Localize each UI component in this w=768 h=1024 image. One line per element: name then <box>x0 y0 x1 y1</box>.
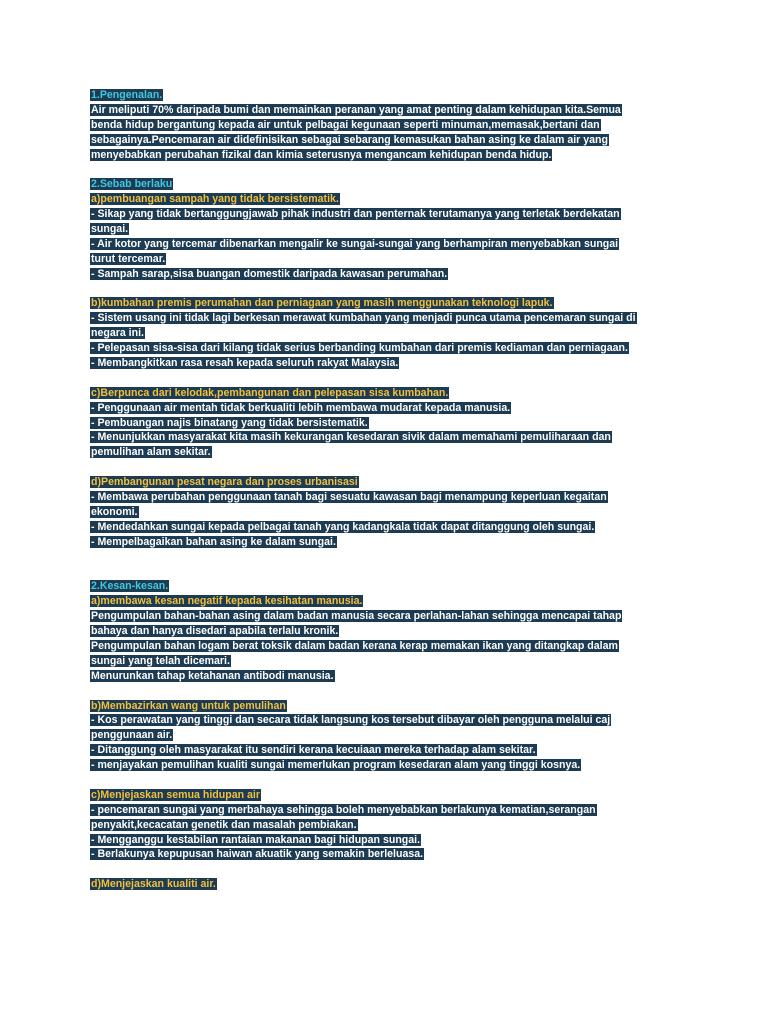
spacer <box>90 162 680 177</box>
body-text-line <box>90 148 680 163</box>
body-text: - Penggunaan air mentah tidak berkualiti lebih membawa mudarat kepada manusia. <box>91 401 511 414</box>
body-text: Pengumpulan bahan-bahan asing dalam badan manusia secara perlahan-lahan sehingga mencapai tahap <box>91 610 622 623</box>
subheading: a)pembuangan sampah yang tidak bersistematik. <box>91 193 339 206</box>
body-text-line <box>90 847 680 862</box>
body-text: pemulihan alam sekitar. <box>91 446 211 459</box>
body-text: - menjayakan pemulihan kualiti sungai memerlukan program kesedaran alam yang tinggi kosnya. <box>91 759 581 772</box>
body-text-line <box>90 803 680 818</box>
spacer <box>90 550 680 580</box>
body-text-line <box>90 401 680 416</box>
subheading-line <box>90 386 680 401</box>
body-text: ekonomi. <box>91 505 138 518</box>
spacer <box>90 371 680 386</box>
body-text-line <box>90 505 680 520</box>
body-text: negara ini. <box>91 327 144 340</box>
section-heading-line <box>90 88 680 103</box>
body-text: benda hidup bergantung kepada air untuk pelbagai kegunaan seperti minuman,memasak,bertani dan <box>91 118 600 131</box>
section-heading: 2.Kesan-kesan. <box>91 580 169 593</box>
body-text: Air meliputi 70% daripada bumi dan memainkan peranan yang amat penting dalam kehidupan kita.Semua <box>91 103 621 116</box>
spacer <box>90 282 680 297</box>
subheading-line <box>90 594 680 609</box>
body-text-line <box>90 222 680 237</box>
body-text-line <box>90 713 680 728</box>
subheading-line <box>90 877 680 892</box>
body-text: - Membangkitkan rasa resah kepada seluruh rakyat Malaysia. <box>91 357 399 370</box>
body-text: - pencemaran sungai yang merbahaya sehingga boleh menyebabkan berlakunya kematian,serangan <box>91 803 596 816</box>
body-text: turut tercemar. <box>91 252 166 265</box>
body-text-line <box>90 654 680 669</box>
body-text: penggunaan air. <box>91 729 173 742</box>
section-heading-line <box>90 177 680 192</box>
subheading: c)Berpunca dari kelodak,pembangunan dan pelepasan sisa kumbahan. <box>91 386 449 399</box>
body-text-line <box>90 326 680 341</box>
body-text-line <box>90 669 680 684</box>
body-text: menyebabkan perubahan fizikal dan kimia seterusnya mengancam kehidupan benda hidup. <box>91 148 552 161</box>
subheading-line <box>90 788 680 803</box>
subheading-line <box>90 192 680 207</box>
body-text: - Pelepasan sisa-sisa dari kilang tidak serius berbanding kumbahan dari premis kediaman dan perniagaan. <box>91 342 628 355</box>
spacer <box>90 773 680 788</box>
body-text: sungai. <box>91 223 129 236</box>
body-text-line <box>90 341 680 356</box>
body-text: - Kos perawatan yang tinggi dan secara tidak langsung kos tersebut dibayar oleh pengguna melalui caj <box>91 714 611 727</box>
body-text: - Membawa perubahan penggunaan tanah bagi sesuatu kawasan bagi menampung keperluan kegaitan <box>91 491 607 504</box>
body-text: sungai yang telah dicemari. <box>91 654 230 667</box>
body-text-line <box>90 267 680 282</box>
subheading-line <box>90 475 680 490</box>
body-text-line <box>90 833 680 848</box>
subheading: d)Menjejaskan kualiti air. <box>91 878 216 891</box>
body-text-line <box>90 103 680 118</box>
body-text: sebagainya.Pencemaran air didefinisikan sebagai sebarang kemasukan bahan asing ke dalam air yang <box>91 133 608 146</box>
spacer <box>90 460 680 475</box>
body-text: - Air kotor yang tercemar dibenarkan mengalir ke sungai-sungai yang berhampiran menyebabkan sungai <box>91 237 619 250</box>
body-text-line <box>90 535 680 550</box>
section-heading: 1.Pengenalan. <box>91 89 163 101</box>
body-text-line <box>90 639 680 654</box>
spacer <box>90 862 680 877</box>
body-text: Menurunkan tahap ketahanan antibodi manusia. <box>91 669 334 682</box>
body-text-line <box>90 490 680 505</box>
section-heading: 2.Sebab berlaku <box>91 178 173 191</box>
subheading-line <box>90 296 680 311</box>
body-text-line <box>90 356 680 371</box>
document-body <box>90 88 680 892</box>
body-text: Pengumpulan bahan logam berat toksik dalam badan kerana kerap memakan ikan yang ditangkap dalam <box>91 639 618 652</box>
body-text-line <box>90 237 680 252</box>
body-text-line <box>90 743 680 758</box>
subheading: b)Membazirkan wang untuk pemulihan <box>91 699 286 712</box>
subheading: d)Pembangunan pesat negara dan proses urbanisasi <box>91 476 358 489</box>
body-text-line <box>90 624 680 639</box>
body-text: - Sikap yang tidak bertanggungjawab pihak industri dan penternak terutamanya yang terletak berdekatan <box>91 208 620 221</box>
body-text-line <box>90 758 680 773</box>
body-text: - Sampah sarap,sisa buangan domestik daripada kawasan perumahan. <box>91 267 448 280</box>
body-text: - Sistem usang ini tidak lagi berkesan merawat kumbahan yang menjadi punca utama pencemaran sungai di <box>91 312 636 325</box>
body-text: - Berlakunya kepupusan haiwan akuatik yang semakin berleluasa. <box>91 848 424 861</box>
subheading: c)Menjejaskan semua hidupan air <box>91 788 260 801</box>
body-text-line <box>90 728 680 743</box>
body-text: - Mempelbagaikan bahan asing ke dalam sungai. <box>91 535 336 548</box>
body-text-line <box>90 520 680 535</box>
body-text: - Ditanggung oleh masyarakat itu sendiri kerana kecuiaan mereka terhadap alam sekitar. <box>91 744 536 757</box>
subheading: a)membawa kesan negatif kepada kesihatan manusia. <box>91 595 363 608</box>
body-text: - Mendedahkan sungai kepada pelbagai tanah yang kadangkala tidak dapat ditanggung oleh sungai. <box>91 520 595 533</box>
body-text: - Menunjukkan masyarakat kita masih kekurangan kesedaran sivik dalam memahami pemuliharaan dan <box>91 431 611 444</box>
body-text-line <box>90 818 680 833</box>
body-text-line <box>90 416 680 431</box>
subheading: b)kumbahan premis perumahan dan perniagaan yang masih menggunakan teknologi lapuk. <box>91 297 553 310</box>
body-text: penyakit,kecacatan genetik dan masalah pembiakan. <box>91 818 357 831</box>
body-text: bahaya dan hanya disedari apabila terlalu kronik. <box>91 625 339 638</box>
body-text: - Mengganggu kestabilan rantaian makanan bagi hidupan sungai. <box>91 833 421 846</box>
body-text-line <box>90 252 680 267</box>
spacer <box>90 684 680 699</box>
subheading-line <box>90 699 680 714</box>
body-text-line <box>90 609 680 624</box>
body-text-line <box>90 311 680 326</box>
body-text-line <box>90 430 680 445</box>
body-text-line <box>90 133 680 148</box>
body-text-line <box>90 118 680 133</box>
body-text-line <box>90 445 680 460</box>
section-heading-line <box>90 579 680 594</box>
body-text: - Pembuangan najis binatang yang tidak bersistematik. <box>91 416 368 429</box>
body-text-line <box>90 207 680 222</box>
